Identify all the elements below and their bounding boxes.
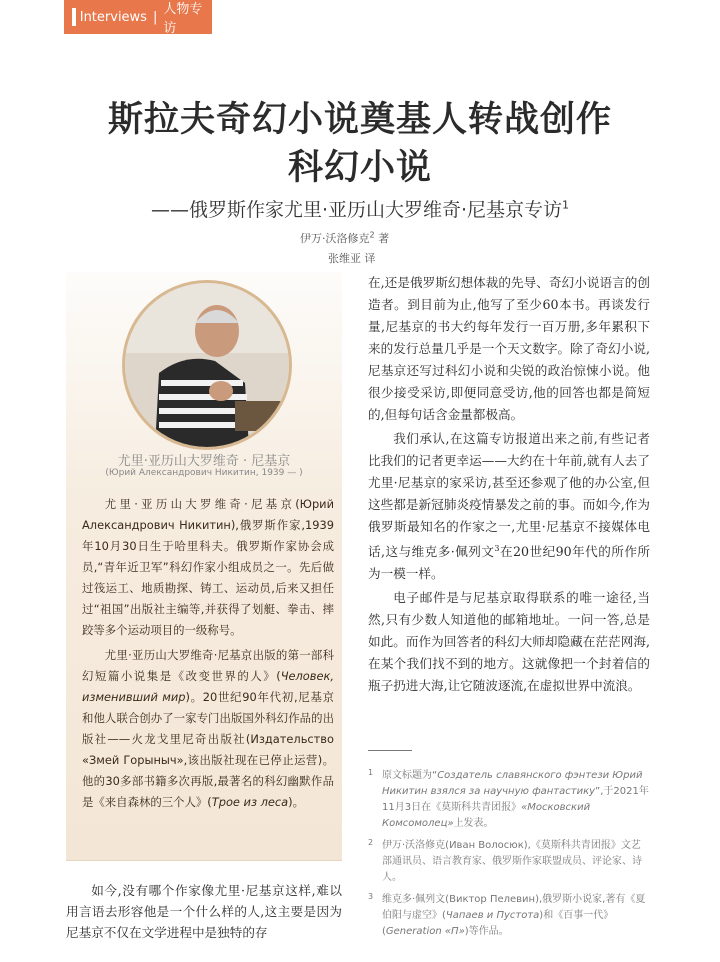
author-footnote-ref: 2 bbox=[369, 230, 375, 240]
footnote-italic: «Московский Комсомолец» bbox=[382, 802, 591, 829]
footnote-text: ”,于2021年11月3日在《莫斯科共青团报》 bbox=[382, 786, 649, 813]
footnote-text: )等作品。 bbox=[464, 926, 509, 937]
footnote-2 bbox=[368, 838, 650, 886]
body-p2-part-b: 在20世纪90年代的所作所为一模一样。 bbox=[368, 544, 650, 582]
author-portrait bbox=[122, 280, 292, 450]
body-paragraph-right-1: 在,还是俄罗斯幻想体裁的先导、奇幻小说语言的创造者。到目前为止,他写了至少60本书。再谈发行量,尼基京的书大约每年发行一百万册,多年累积下来的发行总量几乎是一个天文数字。除了奇幻小说,尼基京还写过科幻小说和尖锐的政治惊悚小说。他很少接受采访,即便同意受访,他的回答也都是简短的,但每句话含金量都极高。 bbox=[368, 275, 650, 422]
body-paragraph-right-2 bbox=[368, 428, 650, 585]
body-paragraph-right-3: 电子邮件是与尼基京取得联系的唯一途径,当然,只有少数人知道他的邮箱地址。一问一答,总是如此。而作为回答者的科幻大师却隐藏在茫茫网海,在某个我们找不到的地方。这就像把一个封着信的瓶子扔进大海,让它随波逐流,在虚拟世界中流浪。 bbox=[368, 590, 650, 694]
profile-text bbox=[82, 494, 334, 817]
footnote-text: 伊万·沃洛修克(Иван Волосюк),《莫斯科共青团报》文艺部通讯员、语言教育家、俄罗斯作家联盟成员、评论家、诗人。 bbox=[382, 840, 642, 883]
footnote-text: 原文标题为“ bbox=[382, 770, 438, 781]
footnote-italic: Чапаев и Пустота bbox=[445, 910, 540, 921]
footnote-italic: Generation «П» bbox=[385, 926, 465, 937]
footnote-text: )和《百事一代》( bbox=[382, 910, 614, 937]
footnote-text: 维克多·佩列文(Виктор Пелевин),俄罗斯小说家,著有《夏伯阳与虚空》( bbox=[382, 894, 646, 921]
body-p2-part-a: 我们承认,在这篇专访报道出来之前,有些记者比我们的记者更幸运——大约在十年前,就有人去了尤里·尼基京的家采访,甚至还参观了他的办公室,但这些都是新冠肺炎疫情暴发之前的事。而如今,作为俄罗斯最知名的作家之一,尤里·尼基京不接媒体电话,这与维克多·佩列文 bbox=[368, 431, 650, 560]
profile-p2-italic-a: Человек, изменивший мир bbox=[82, 669, 334, 704]
footnotes bbox=[368, 768, 650, 946]
translator-line: 张维亚 译 bbox=[328, 252, 376, 265]
profile-p2-part-b: )。20世纪90年代初,尼基京和他人联合创办了一家专门出版国外科幻作品的出版社——火龙戈里尼奇出版社(Издательство «Змей Горыныч»,该出版社现在已停止运营)。他的30多部书籍多次再版,最著名的科幻幽默作品是《来自森林的三个人》( bbox=[82, 690, 334, 809]
footnote-number: 1 bbox=[368, 768, 374, 777]
footnote-number: 2 bbox=[368, 838, 374, 847]
subtitle-text: ——俄罗斯作家尤里·亚历山大罗维奇·尼基京专访 bbox=[150, 199, 563, 221]
author-line bbox=[300, 230, 389, 246]
section-en: Interviews bbox=[79, 9, 147, 25]
footnote-3 bbox=[368, 892, 650, 940]
footnote-italic: Создатель славянского фэнтези Юрий Никитин взялся за научную фантастику bbox=[382, 770, 643, 797]
subtitle bbox=[0, 195, 720, 222]
title-line2: 科幻小说 bbox=[287, 148, 432, 188]
portrait-caption-russian: (Юрий Александрович Никитин, 1939 — ) bbox=[105, 468, 303, 478]
tag-separator: | bbox=[152, 9, 158, 25]
profile-p2-italic-b: Трое из леса bbox=[211, 795, 289, 809]
title-line1: 斯拉夫奇幻小说奠基人转战创作 bbox=[107, 100, 612, 140]
subtitle-footnote-ref: 1 bbox=[562, 198, 570, 212]
body-left-column bbox=[66, 880, 342, 943]
author-name: 伊万·沃洛修克 bbox=[300, 232, 370, 245]
portrait-image bbox=[125, 283, 289, 447]
profile-p2-part-a: 尤里·亚历山大罗维奇·尼基京出版的第一部科幻短篇小说集是《改变世界的人》( bbox=[82, 648, 334, 683]
section-cn: 人物专访 bbox=[163, 2, 203, 36]
tag-bar bbox=[72, 8, 76, 26]
body-right-column bbox=[368, 272, 650, 699]
profile-p2-part-c: )。 bbox=[288, 795, 304, 809]
portrait-caption-name: 尤里·亚历山大罗维奇 · 尼基京 bbox=[117, 454, 291, 469]
body-p2-footnote-ref: 3 bbox=[494, 544, 500, 553]
body-paragraph-left: 如今,没有哪个作家像尤里·尼基京这样,难以用言语去形容他是一个什么样的人,这主要是因为尼基京不仅在文学进程中是独特的存 bbox=[66, 883, 342, 940]
author-suffix: 著 bbox=[374, 232, 390, 245]
profile-paragraph-2 bbox=[82, 645, 334, 813]
profile-paragraph-1: 尤里·亚历山大罗维奇·尼基京(Юрий Александрович Никитин),俄罗斯作家,1939年10月30日生于哈里科夫。俄罗斯作家协会成员,“青年近卫军”科幻作家小组成员之一。先后做过筏运工、地质勘探、铸工、运动员,后来又担任过“祖国”出版社主编等,并获得了划艇、拳击、摔跤等多个运动项目的一级称号。 bbox=[82, 497, 334, 637]
profile-sidebar bbox=[66, 272, 342, 861]
footnote-number: 3 bbox=[368, 892, 374, 901]
section-tag bbox=[64, 0, 212, 34]
footnote-1 bbox=[368, 768, 650, 832]
footnote-text: 上发表。 bbox=[453, 818, 494, 829]
footnote-divider bbox=[368, 750, 412, 751]
